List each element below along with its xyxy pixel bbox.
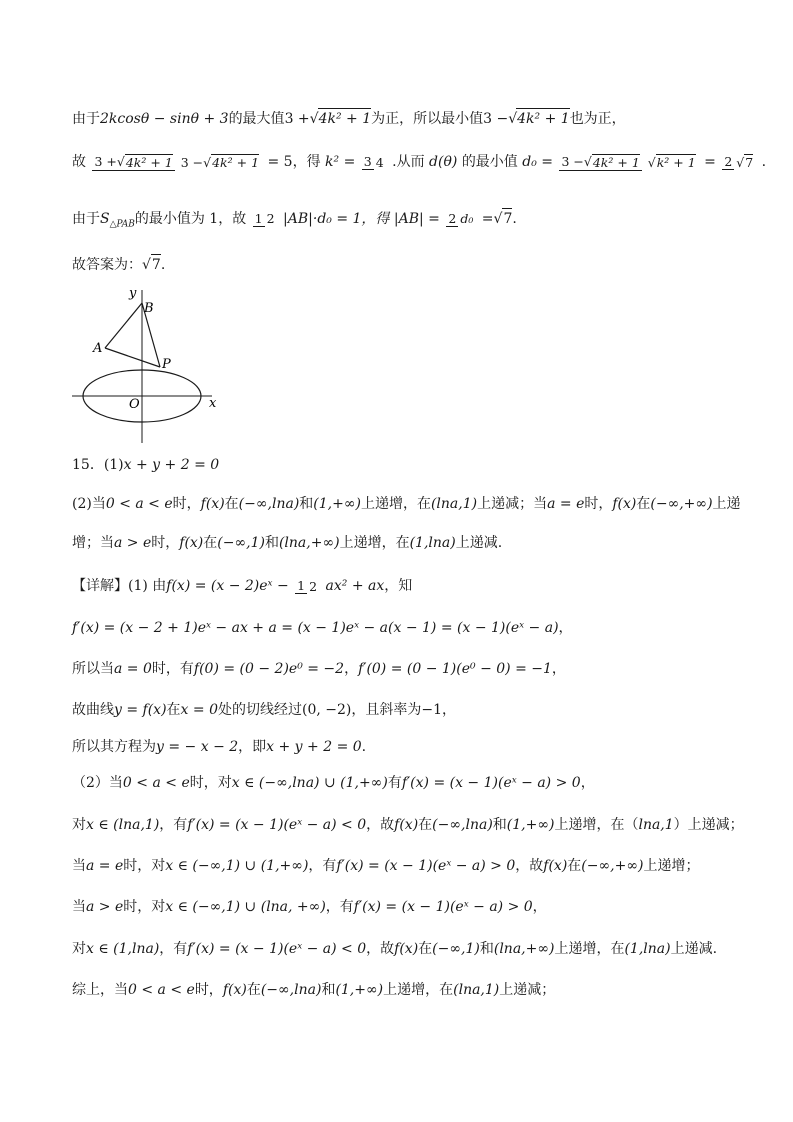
math: (1,lna) bbox=[409, 535, 456, 551]
segment-ab bbox=[105, 303, 142, 348]
math: x ∈ (1,lna) bbox=[86, 941, 160, 957]
math: 4k² + 1 bbox=[318, 108, 372, 129]
text: 上递增，在 bbox=[383, 982, 454, 998]
text: = 5，得 bbox=[267, 154, 321, 170]
math: 0 < a < e bbox=[128, 982, 195, 998]
line-13 bbox=[72, 773, 595, 793]
text: 在 bbox=[246, 982, 261, 998]
x-axis-label: x bbox=[209, 396, 217, 411]
line-3: 由于$S_{\triangle PAB}$的最小值为 1，故 1 2 |AB|·d₀ = 1，得 |AB| = 2 d₀ =√7. bbox=[72, 208, 517, 234]
line-11 bbox=[72, 700, 456, 720]
math: a > e bbox=[114, 535, 152, 551]
math: 7 bbox=[502, 208, 512, 229]
math: f′(x) = (x − 2 + 1)eˣ − ax + a = (x − 1)eˣ − a(x − 1) = (x − 1)(eˣ − a) bbox=[72, 620, 559, 636]
text: ，有 bbox=[308, 858, 337, 874]
math: a = 0 bbox=[114, 661, 152, 677]
text: .从而 bbox=[392, 154, 425, 170]
math: 0 < a < e bbox=[105, 496, 173, 512]
math: (−∞,+∞) bbox=[650, 496, 713, 512]
math: 4k² + 1 bbox=[592, 154, 640, 170]
math: 2 bbox=[309, 578, 318, 594]
math: (1,+∞) bbox=[506, 817, 555, 833]
text: ， bbox=[580, 775, 595, 791]
math: y = − x − 2 bbox=[156, 739, 239, 755]
line-8 bbox=[72, 576, 412, 596]
math: (−∞,1) bbox=[217, 535, 265, 551]
text: ，有 bbox=[325, 899, 354, 915]
line-6 bbox=[72, 494, 741, 514]
radical-sign: √ bbox=[309, 110, 319, 127]
math: (−∞,1) bbox=[432, 941, 480, 957]
line-14 bbox=[72, 815, 744, 835]
y-axis-label: y bbox=[129, 286, 137, 301]
text: 综上，当 bbox=[72, 982, 128, 998]
line-9 bbox=[72, 618, 573, 638]
fraction bbox=[295, 578, 319, 595]
text: 由于 bbox=[72, 210, 100, 227]
math: 2 bbox=[724, 154, 733, 170]
text: 有 bbox=[387, 775, 402, 791]
math: S bbox=[100, 210, 110, 227]
text: 时，对 bbox=[189, 775, 232, 791]
origin-label: O bbox=[129, 397, 140, 412]
fraction bbox=[446, 210, 475, 227]
text: 时，对 bbox=[123, 899, 166, 915]
text: 所以其方程为 bbox=[72, 739, 156, 755]
text: (2)当 bbox=[72, 496, 106, 512]
text: 在 bbox=[418, 817, 433, 833]
math: 4 bbox=[375, 154, 384, 170]
text: 在 bbox=[567, 858, 582, 874]
math: f′(x) = (x − 1)(eˣ − a) > 0 bbox=[336, 858, 516, 874]
math: lna,1 bbox=[638, 817, 674, 833]
radical-sign: √ bbox=[508, 110, 518, 127]
text: 在 bbox=[418, 941, 433, 957]
text: 故 bbox=[72, 154, 86, 170]
math: x + y + 2 = 0 bbox=[123, 457, 220, 473]
text: 在 bbox=[224, 496, 239, 512]
text: . bbox=[512, 210, 517, 227]
text: ，故 bbox=[366, 817, 395, 833]
text: 对 bbox=[72, 817, 86, 833]
text: 上递增，在 bbox=[554, 941, 625, 957]
math: a = e bbox=[86, 858, 124, 874]
math: a > e bbox=[86, 899, 124, 915]
math: 4k² + 1 bbox=[125, 154, 173, 170]
math: f′(x) = (x − 1)(eˣ − a) < 0 bbox=[187, 941, 367, 957]
math: 3 + bbox=[284, 110, 310, 127]
text: 上递减； bbox=[499, 982, 556, 998]
fraction: 2 √7 bbox=[724, 154, 754, 171]
text: 处的切线经过 bbox=[217, 702, 302, 718]
text: 为正，所以最小值 bbox=[371, 110, 484, 127]
text: 和 bbox=[299, 496, 314, 512]
text: 时，有 bbox=[151, 661, 194, 677]
text: . bbox=[361, 739, 367, 755]
math: f′(x) = (x − 1)(eˣ − a) > 0 bbox=[401, 775, 581, 791]
math: (lna,+∞) bbox=[493, 941, 555, 957]
math: 7 bbox=[151, 254, 161, 275]
math: f′(x) = (x − 1)(eˣ − a) > 0 bbox=[353, 899, 533, 915]
math: x ∈ (−∞,lna) ∪ (1,+∞) bbox=[231, 775, 388, 791]
math: (−∞,lna) bbox=[432, 817, 493, 833]
text: ， bbox=[532, 899, 547, 915]
math: f(x) bbox=[543, 858, 568, 874]
math: = bbox=[481, 210, 494, 227]
line-1 bbox=[72, 108, 626, 129]
math: f(x) bbox=[200, 496, 225, 512]
text: 和 bbox=[492, 817, 507, 833]
math: x ∈ (−∞,1) ∪ (1,+∞) bbox=[165, 858, 309, 874]
math: (0, −2) bbox=[301, 702, 352, 718]
text: 的最小值 bbox=[461, 154, 518, 170]
math: f(x) bbox=[394, 941, 419, 957]
math: ax² + ax bbox=[325, 578, 385, 594]
math: 1 bbox=[297, 578, 306, 594]
math: d(θ) bbox=[429, 154, 458, 170]
text: 上递增，在 bbox=[360, 496, 431, 512]
text: ）上递减； bbox=[673, 817, 744, 833]
math: (lna,1) bbox=[430, 496, 478, 512]
math: f(0) = (0 − 2)e⁰ = −2 bbox=[193, 661, 345, 677]
line-17 bbox=[72, 939, 717, 959]
math: = bbox=[704, 154, 716, 170]
text: 当 bbox=[72, 899, 86, 915]
math: 3 − bbox=[483, 110, 509, 127]
line-18 bbox=[72, 980, 555, 1000]
math: (1,+∞) bbox=[335, 982, 384, 998]
math: 2kcosθ − sinθ + 3 bbox=[100, 110, 229, 127]
math: d₀ bbox=[460, 211, 474, 227]
ellipse-diagram bbox=[72, 285, 232, 445]
math: f(x) bbox=[612, 496, 637, 512]
fraction: 3 +√4k² + 1 3 −√4k² + 1 bbox=[94, 154, 260, 171]
math: x = 0 bbox=[180, 702, 218, 718]
text: 也为正， bbox=[569, 110, 626, 127]
fraction bbox=[253, 210, 277, 227]
line-7 bbox=[72, 533, 502, 553]
text: 在 bbox=[203, 535, 218, 551]
math: y = f(x) bbox=[114, 702, 167, 718]
math: k² + 1 bbox=[656, 155, 696, 171]
text: ，有 bbox=[159, 817, 188, 833]
text: 上递增； bbox=[643, 858, 700, 874]
math: 3 − bbox=[561, 154, 584, 170]
math: 7 bbox=[745, 155, 754, 171]
text: 和 bbox=[479, 941, 494, 957]
text: ， bbox=[442, 702, 456, 718]
math: d₀ = bbox=[522, 154, 554, 170]
math: f(x) bbox=[179, 535, 204, 551]
text: 对 bbox=[72, 941, 86, 957]
math: x + y + 2 = 0 bbox=[266, 739, 362, 755]
text: ，故 bbox=[366, 941, 395, 957]
math: (lna,1) bbox=[453, 982, 500, 998]
line-5 bbox=[72, 455, 219, 475]
text: ，即 bbox=[238, 739, 267, 755]
text: 和 bbox=[264, 535, 279, 551]
math: 4k² + 1 bbox=[212, 155, 260, 171]
text: 当 bbox=[72, 858, 86, 874]
text: . bbox=[761, 154, 767, 170]
line-4: 故答案为：√7. bbox=[72, 254, 165, 275]
text: ，有 bbox=[159, 941, 188, 957]
point-p-label: P bbox=[162, 357, 171, 372]
math: △PAB bbox=[109, 219, 135, 230]
text: 和 bbox=[321, 982, 336, 998]
line-16 bbox=[72, 897, 547, 917]
math: (−∞,+∞) bbox=[581, 858, 644, 874]
math: 3 bbox=[363, 154, 372, 170]
math: 0 < a < e bbox=[122, 775, 190, 791]
text: 故答案为： bbox=[72, 256, 142, 273]
fraction: 3 −√4k² + 1 √k² + 1 bbox=[561, 154, 696, 171]
point-a-label: A bbox=[93, 341, 103, 356]
text: 时，对 bbox=[123, 858, 166, 874]
math: 3 − bbox=[180, 154, 204, 170]
text: ， bbox=[551, 661, 566, 677]
text: 时， bbox=[172, 496, 201, 512]
text: 上递增，在（ bbox=[554, 817, 639, 833]
math: f′(x) = (x − 1)(eˣ − a) < 0 bbox=[187, 817, 367, 833]
segment-ap bbox=[105, 348, 160, 367]
text: 上递减. bbox=[670, 941, 718, 957]
math: f(x) = (x − 2)eˣ − bbox=[166, 578, 289, 594]
math: −1 bbox=[421, 702, 442, 718]
text: 15．(1) bbox=[72, 457, 124, 473]
text: ， bbox=[344, 661, 359, 677]
text: . bbox=[160, 256, 166, 273]
line-15 bbox=[72, 856, 699, 876]
text: 【详解】(1) 由 bbox=[72, 578, 167, 594]
text: 增；当 bbox=[72, 535, 114, 551]
math: f′(0) = (0 − 1)(e⁰ − 0) = −1 bbox=[358, 661, 552, 677]
math: 2 bbox=[266, 211, 275, 227]
math: f(x) bbox=[222, 982, 247, 998]
text: ，知 bbox=[384, 578, 413, 594]
math: (−∞,lna) bbox=[260, 982, 322, 998]
text: 上递减. bbox=[455, 535, 503, 551]
math: |AB| = bbox=[393, 210, 440, 227]
text: 时， bbox=[194, 982, 223, 998]
math: 4k² + 1 bbox=[516, 108, 570, 129]
text: 时， bbox=[151, 535, 180, 551]
text: 的最小值为 1，故 bbox=[134, 210, 247, 227]
math: x ∈ (lna,1) bbox=[86, 817, 160, 833]
text: ，故 bbox=[515, 858, 544, 874]
math: x ∈ (−∞,1) ∪ (lna, +∞) bbox=[165, 899, 326, 915]
math: 2 bbox=[448, 210, 457, 226]
line-2 bbox=[72, 152, 766, 172]
math: |AB|·d₀ = 1，得 bbox=[283, 210, 390, 227]
text: 的最大值 bbox=[228, 110, 285, 127]
math: 1 bbox=[254, 210, 263, 226]
text: 在 bbox=[636, 496, 651, 512]
line-10 bbox=[72, 659, 566, 679]
line-12 bbox=[72, 737, 366, 757]
text: 所以当 bbox=[72, 661, 114, 677]
text: ， bbox=[558, 620, 573, 636]
text: 由于 bbox=[72, 110, 100, 127]
math: (−∞,lna) bbox=[238, 496, 300, 512]
math: (lna,+∞) bbox=[278, 535, 340, 551]
math: (1,lna) bbox=[624, 941, 671, 957]
text: ，且斜率为 bbox=[351, 702, 422, 718]
text: 上递减；当 bbox=[477, 496, 548, 512]
text: 在 bbox=[166, 702, 181, 718]
text: （2）当 bbox=[72, 775, 123, 791]
text: 故曲线 bbox=[72, 702, 114, 718]
fraction bbox=[362, 154, 386, 171]
point-b-label: B bbox=[144, 301, 154, 316]
text: 上递 bbox=[712, 496, 741, 512]
math: k² = bbox=[325, 154, 356, 170]
text: 上递增，在 bbox=[339, 535, 410, 551]
math: f(x) bbox=[394, 817, 419, 833]
math: (1,+∞) bbox=[313, 496, 361, 512]
math: 3 + bbox=[94, 154, 117, 170]
math: a = e bbox=[547, 496, 585, 512]
text: 时， bbox=[584, 496, 613, 512]
